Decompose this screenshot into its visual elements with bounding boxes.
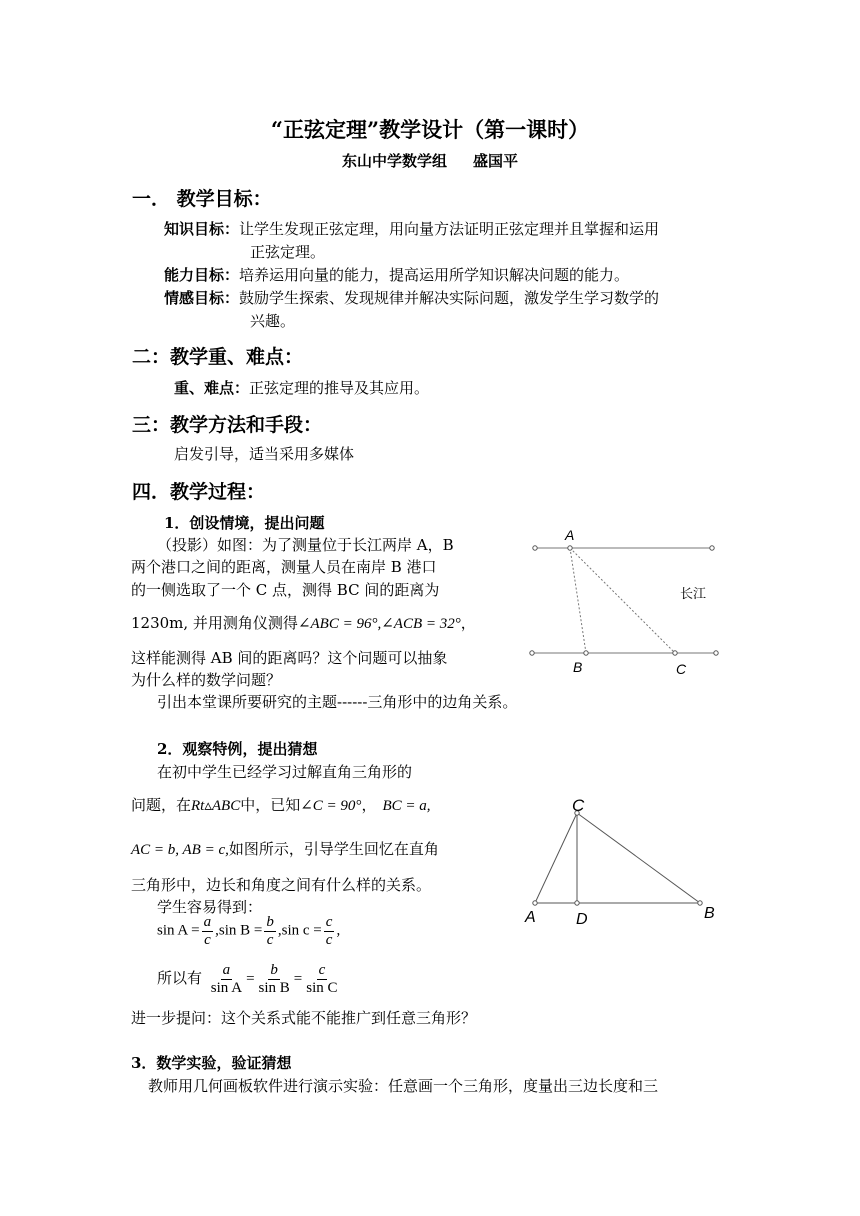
knowledge-objective	[164, 218, 659, 239]
section2-heading: 二：教学重、难点：	[132, 346, 304, 368]
side-ac-line	[535, 813, 577, 903]
point-d-marker	[575, 901, 579, 905]
step2-line2	[131, 794, 431, 815]
ratio-num: a	[222, 962, 231, 978]
step2-line2-sep: ，	[361, 796, 377, 814]
frac-den: c	[204, 931, 211, 948]
step2-title: 2．观察特例，提出猜想	[157, 740, 318, 758]
side-bc: BC = a,	[382, 798, 431, 814]
step2-line3-text: 如图所示，引导学生回忆在直角	[228, 840, 439, 858]
knowledge-text: 让学生发现正弦定理，用向量方法证明正弦定理并且掌握和运用	[239, 220, 660, 238]
author-line	[0, 150, 860, 171]
step1-line5: 这样能测得 AB 间的距离吗？这个问题可以抽象	[131, 649, 448, 667]
frac-den: c	[266, 931, 274, 948]
right-triangle-figure	[515, 790, 730, 940]
so-label: 所以有	[157, 969, 203, 987]
step1-line4-text: 1230m, 并用测角仪测得	[131, 614, 298, 632]
sides-ac-ab: AC = b, AB = c,	[131, 842, 229, 858]
emotion-objective	[164, 287, 659, 308]
sin-b: ,sin B =	[215, 922, 263, 939]
section3-heading: 三：教学方法和手段：	[132, 414, 323, 436]
point-c-marker	[673, 651, 677, 655]
frac-num: a	[203, 914, 212, 930]
label-c: C	[572, 796, 585, 815]
frac-num: c	[325, 914, 333, 930]
point-marker	[714, 651, 718, 655]
label-b: B	[704, 905, 715, 922]
ratio-num: b	[270, 962, 278, 978]
side-bc-line	[577, 813, 700, 903]
label-a: A	[565, 527, 575, 543]
knowledge-label: 知识目标：	[164, 220, 240, 238]
fraction-c-c	[324, 914, 335, 948]
step2-line2-text: 问题，在	[131, 796, 192, 814]
ratio-c	[304, 962, 339, 996]
vertex-b-marker	[698, 901, 702, 905]
ratio-den: sin C	[306, 979, 338, 996]
segment-ac	[570, 548, 675, 653]
label-river: 长江	[680, 587, 707, 602]
step2-line4: 三角形中，边长和角度之间有什么样的关系。	[131, 876, 432, 894]
ratio-den: sin B	[258, 979, 290, 996]
sin-end: ,	[336, 922, 341, 939]
ratio-b	[257, 962, 292, 996]
document-title: “正弦定理”教学设计（第一课时）	[270, 117, 590, 142]
section4-heading: 四．教学过程：	[132, 481, 266, 503]
ability-text: 培养运用向量的能力，提高运用所学知识解决问题的能力。	[239, 266, 630, 284]
method-text: 启发引导，适当采用多媒体	[174, 445, 355, 463]
ratio-num: c	[318, 962, 326, 978]
label-b: B	[573, 659, 583, 675]
step1-line1: （投影）如图：为了测量位于长江两岸 A，B	[157, 536, 454, 554]
sine-ratios-formula	[157, 914, 340, 948]
point-marker	[530, 651, 534, 655]
ability-objective	[164, 264, 629, 285]
point-marker	[710, 546, 714, 550]
key-points-text: 正弦定理的推导及其应用。	[249, 379, 430, 397]
step1-line6: 为什么样的数学问题？	[131, 671, 282, 689]
angle-measurements: ∠ABC = 96°,∠ACB = 32°	[297, 616, 461, 632]
author-name: 盛国平	[473, 152, 519, 170]
author-group: 东山中学数学组	[341, 152, 447, 170]
step1-line7: 引出本堂课所要研究的主题------三角形中的边角关系。	[157, 693, 518, 711]
step3-line1: 教师用几何画板软件进行演示实验：任意画一个三角形，度量出三边长度和三	[148, 1077, 659, 1095]
sin-a: sin A =	[157, 922, 200, 939]
fraction-b-c	[264, 914, 276, 948]
fraction-a-c	[202, 914, 214, 948]
segment-ab	[570, 548, 586, 653]
step2-line3	[131, 838, 439, 859]
emotion-label: 情感目标：	[164, 289, 240, 307]
point-marker	[533, 546, 537, 550]
ability-label: 能力目标：	[164, 266, 240, 284]
equals: =	[293, 971, 303, 987]
step1-title: 1．创设情境，提出问题	[164, 514, 325, 532]
knowledge-text-cont: 正弦定理。	[250, 243, 326, 261]
key-points	[174, 377, 429, 398]
river-figure	[520, 525, 750, 685]
point-a-marker	[568, 546, 572, 550]
point-b-marker	[584, 651, 588, 655]
equals: =	[246, 971, 255, 987]
step1-line2: 两个港口之间的距离，测量人员在南岸 B 港口	[131, 558, 437, 576]
emotion-text-cont: 兴趣。	[250, 312, 296, 330]
step3-title: 3．数学实验，验证猜想	[131, 1054, 292, 1072]
frac-den: c	[325, 931, 333, 948]
sin-c: ,sin c =	[277, 922, 322, 939]
section1-heading: 一． 教学目标：	[132, 188, 272, 210]
frac-num: b	[266, 914, 274, 930]
step2-line5: 学生容易得到：	[157, 898, 263, 916]
step2-line1: 在初中学生已经学习过解直角三角形的	[157, 763, 413, 781]
law-of-sines-formula	[157, 962, 342, 996]
step1-line3: 的一侧选取了一个 C 点，测得 BC 间的距离为	[131, 581, 440, 599]
label-d: D	[576, 911, 588, 928]
label-c: C	[676, 661, 687, 677]
ratio-den: sin A	[210, 979, 243, 996]
step2-line2-mid: 中，已知	[240, 796, 301, 814]
vertex-a-marker	[533, 901, 537, 905]
emotion-text: 鼓励学生探索、发现规律并解决实际问题，激发学生学习数学的	[239, 289, 660, 307]
step1-line4-end: ，	[460, 614, 476, 632]
ratio-a	[209, 962, 244, 996]
rt-triangle: Rt▵ABC	[191, 798, 241, 814]
step1-line4	[131, 612, 476, 633]
key-points-label: 重、难点：	[174, 379, 250, 397]
step2-line6: 进一步提问：这个关系式能不能推广到任意三角形？	[131, 1009, 477, 1027]
right-angle-c: ∠C = 90°	[300, 798, 362, 814]
label-a: A	[525, 909, 536, 926]
